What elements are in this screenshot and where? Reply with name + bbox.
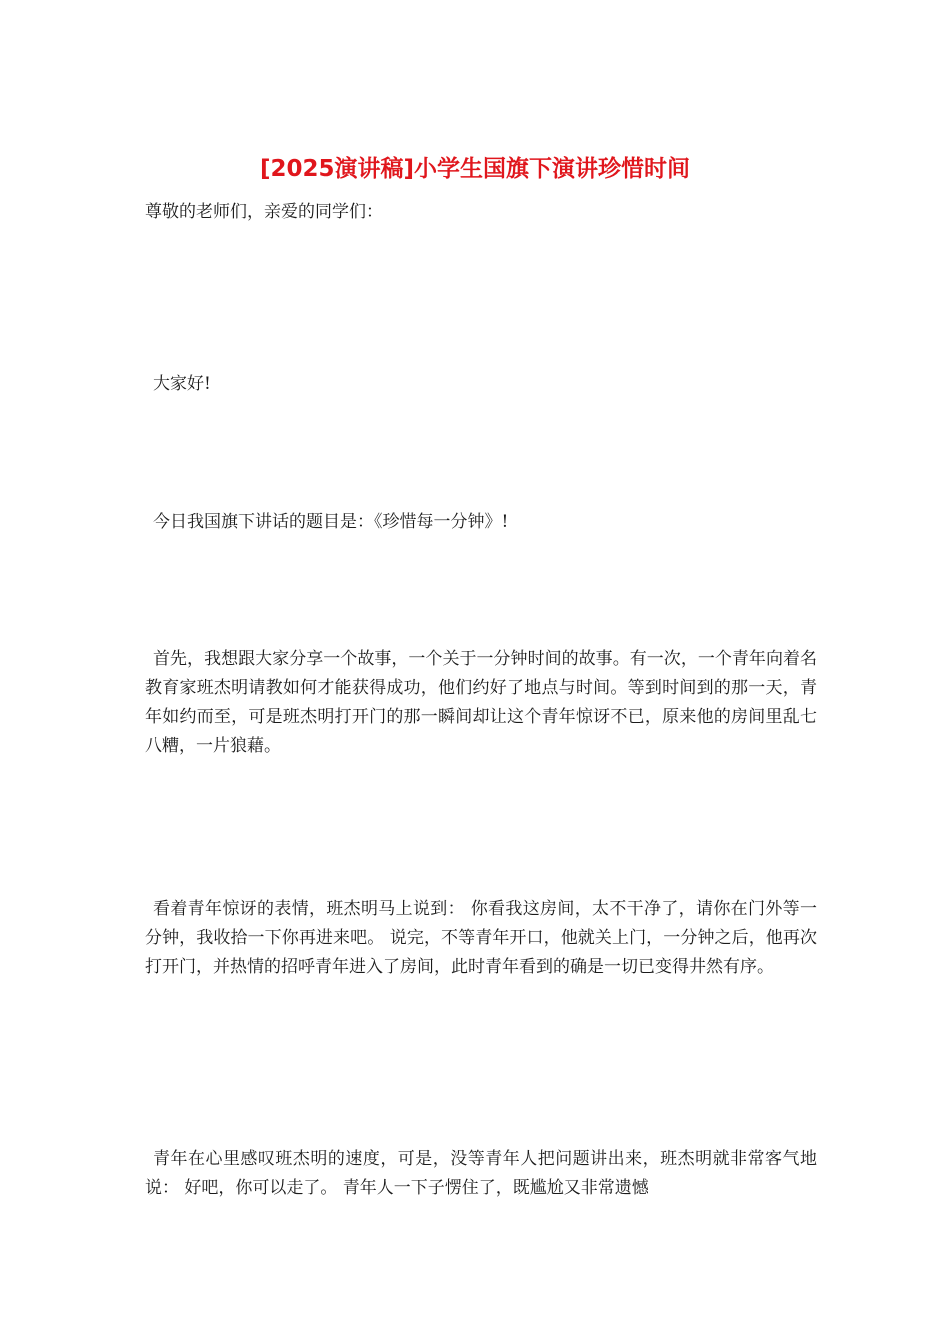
salutation: 尊敬的老师们，亲爱的同学们： bbox=[145, 202, 383, 222]
paragraph-greeting: 大家好! bbox=[153, 374, 211, 394]
paragraph-story-end: 青年在心里感叹班杰明的速度，可是，没等青年人把问题讲出来，班杰明就非常客气地说： 好吧，你可以走了。 青年人一下子愣住了，既尴尬又非常遗憾 bbox=[145, 1149, 817, 1198]
document-title: [2025演讲稿]小学生国旗下演讲珍惜时间 bbox=[259, 156, 691, 182]
paragraph-story-intro: 首先，我想跟大家分享一个故事，一个关于一分钟时间的故事。有一次，一个青年向着名教育家班杰明请教如何才能获得成功，他们约好了地点与时间。等到时间到的那一天，青年如约而至，可是班杰明打开门的那一瞬间却让这个青年惊讶不已，原来他的房间里乱七八糟，一片狼藉。 bbox=[145, 649, 817, 756]
paragraph-story-middle: 看着青年惊讶的表情，班杰明马上说到： 你看我这房间，太不干净了，请你在门外等一分钟，我收拾一下你再进来吧。 说完，不等青年开口，他就关上门，一分钟之后，他再次打开门，并热情的招呼青年进入了房间，此时青年看到的确是一切已变得井然有序。 bbox=[145, 899, 817, 977]
paragraph-topic: 今日我国旗下讲话的题目是：《珍惜每一分钟》! bbox=[153, 512, 509, 532]
